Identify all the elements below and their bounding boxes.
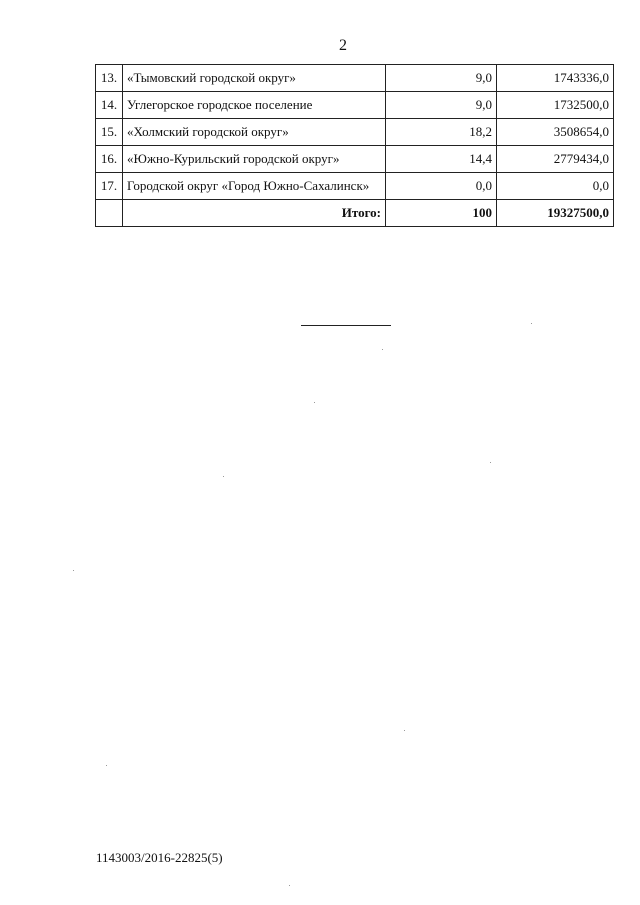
scan-speck [289,885,290,886]
row-number: 14. [96,92,123,119]
amount: 1743336,0 [497,65,614,92]
table-row [96,146,614,173]
row-number: 16. [96,146,123,173]
separator-line [301,325,391,326]
scan-speck [382,349,383,350]
table-row [96,173,614,200]
table-row [96,119,614,146]
total-label: Итого: [123,200,386,227]
scan-speck [106,765,107,766]
total-row [96,200,614,227]
scan-speck [223,476,224,477]
distribution-table [95,64,614,227]
table-row [96,65,614,92]
total-amount: 19327500,0 [497,200,614,227]
document-code: 1143003/2016-22825(5) [96,850,223,865]
municipality-name: «Холмский городской округ» [123,119,386,146]
municipality-name: «Южно-Курильский городской округ» [123,146,386,173]
scan-speck [314,402,315,403]
table-row [96,92,614,119]
share-percent: 9,0 [386,92,497,119]
amount: 3508654,0 [497,119,614,146]
share-percent: 0,0 [386,173,497,200]
amount: 2779434,0 [497,146,614,173]
amount: 1732500,0 [497,92,614,119]
row-number: 17. [96,173,123,200]
municipality-name: Углегорское городское поселение [123,92,386,119]
municipality-name: «Тымовский городской округ» [123,65,386,92]
scan-speck [404,730,405,731]
scan-speck [490,462,491,463]
row-number: 13. [96,65,123,92]
scan-speck [531,323,532,324]
row-number: 15. [96,119,123,146]
share-percent: 18,2 [386,119,497,146]
total-percent: 100 [386,200,497,227]
share-percent: 9,0 [386,65,497,92]
municipality-name: Городской округ «Город Южно-Сахалинск» [123,173,386,200]
empty-cell [96,200,123,227]
share-percent: 14,4 [386,146,497,173]
page-number: 2 [339,37,347,54]
amount: 0,0 [497,173,614,200]
scan-speck [73,570,74,571]
